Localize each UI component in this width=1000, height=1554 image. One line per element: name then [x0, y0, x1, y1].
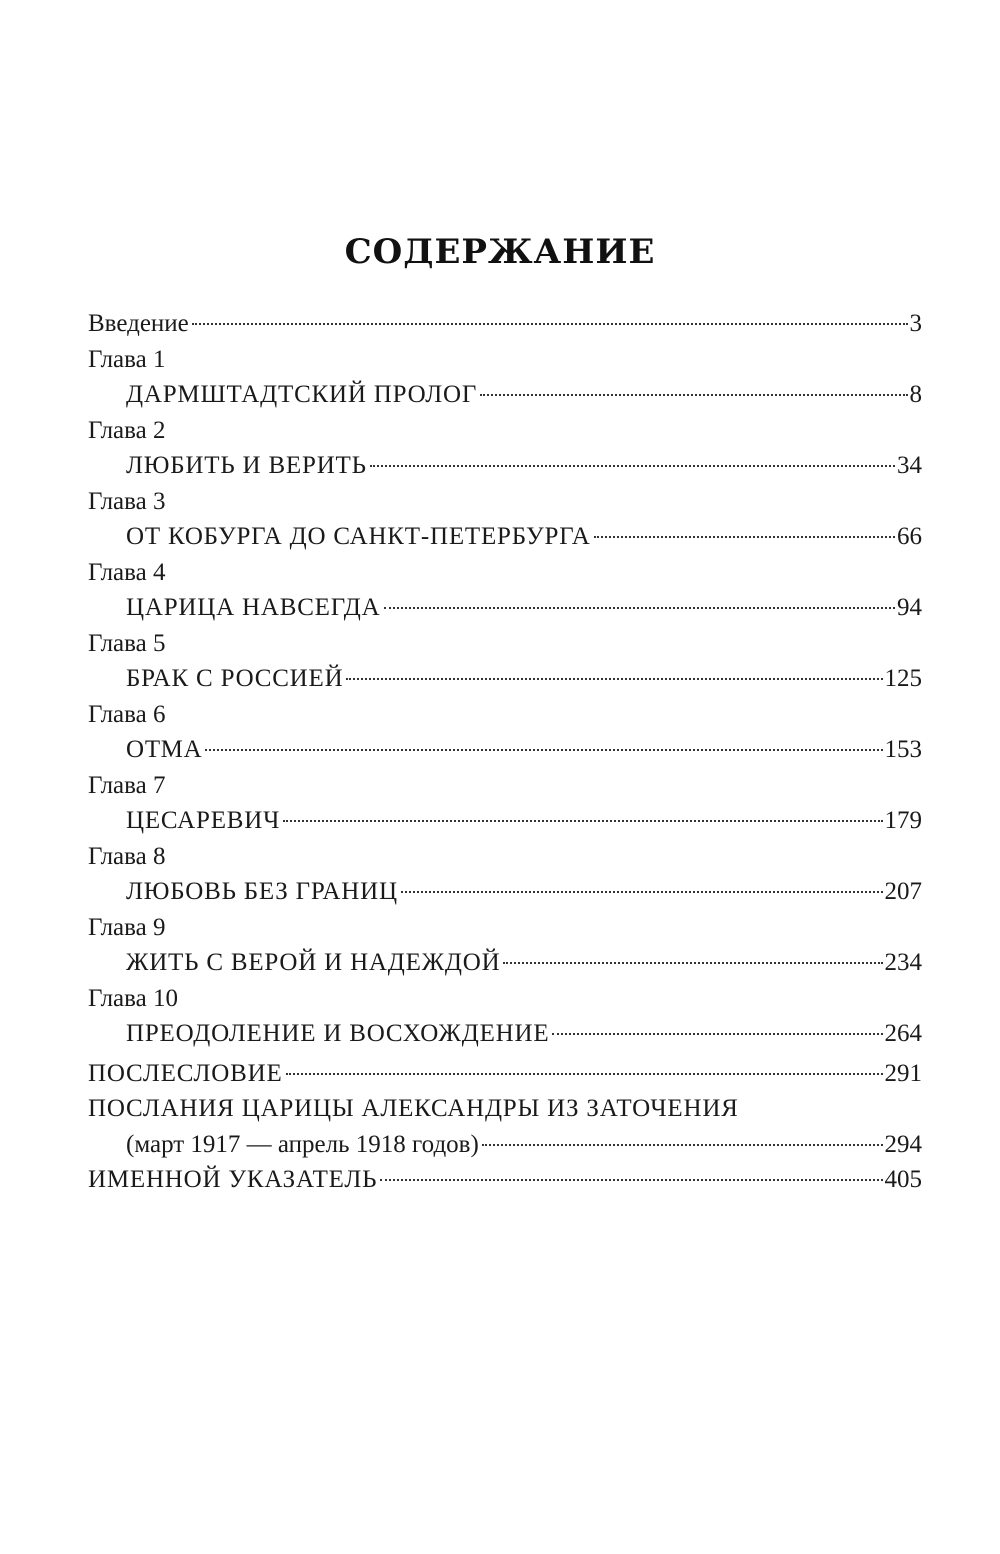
- entry-label: ЦАРИЦА НАВСЕГДА: [126, 594, 381, 621]
- toc-entry-chapter-3[interactable]: [88, 519, 922, 555]
- page-number: 34: [897, 452, 922, 479]
- dot-leader: [283, 820, 882, 822]
- dot-leader: [384, 607, 895, 609]
- toc-entry-letters[interactable]: [88, 1127, 922, 1163]
- page-number: 8: [909, 381, 922, 408]
- toc-entry-chapter-5[interactable]: [88, 661, 922, 697]
- dot-leader: [346, 678, 882, 680]
- entry-label: БРАК С РОССИЕЙ: [126, 665, 344, 692]
- page-number: 207: [884, 878, 922, 905]
- chapter-number: Глава 10: [88, 984, 178, 1012]
- page-number: 125: [884, 665, 922, 692]
- chapter-number: Глава 5: [88, 629, 166, 657]
- dot-leader: [192, 323, 908, 325]
- toc-entry-chapter-7[interactable]: [88, 803, 922, 839]
- chapter-number: Глава 3: [88, 487, 166, 515]
- page-number: 3: [909, 310, 922, 337]
- page-number: 66: [897, 523, 922, 550]
- entry-label: ЦЕСАРЕВИЧ: [126, 807, 281, 834]
- table-of-contents: [88, 306, 922, 1198]
- chapter-number: Глава 8: [88, 842, 166, 870]
- toc-entry-afterword[interactable]: [88, 1056, 922, 1092]
- dot-leader: [552, 1033, 882, 1035]
- page-number: 294: [884, 1130, 922, 1158]
- dot-leader: [370, 465, 895, 467]
- dot-leader: [480, 394, 907, 396]
- chapter-number: Глава 7: [88, 771, 166, 799]
- chapter-number: Глава 1: [88, 345, 166, 373]
- toc-entry-chapter-2[interactable]: [88, 448, 922, 484]
- toc-entry-chapter-10[interactable]: [88, 1016, 922, 1052]
- chapter-number: Глава 4: [88, 558, 166, 586]
- entry-label: ИМЕННОЙ УКАЗАТЕЛЬ: [88, 1166, 378, 1193]
- entry-label: ДАРМШТАДТСКИЙ ПРОЛОГ: [126, 381, 478, 408]
- dot-leader: [503, 962, 882, 964]
- dot-leader: [286, 1073, 883, 1075]
- dot-leader: [594, 536, 895, 538]
- toc-entry-chapter-6[interactable]: [88, 732, 922, 768]
- toc-entry-chapter-1[interactable]: [88, 377, 922, 413]
- entry-label: Введение: [88, 310, 189, 337]
- toc-entry-chapter-9[interactable]: [88, 945, 922, 981]
- toc-entry-index[interactable]: [88, 1162, 922, 1198]
- toc-entry-chapter-8[interactable]: [88, 874, 922, 910]
- page-title: СОДЕРЖАНИЕ: [344, 232, 656, 272]
- page-number: 179: [884, 807, 922, 834]
- page-number: 264: [884, 1020, 922, 1047]
- toc-entry-letters-title[interactable]: ПОСЛАНИЯ ЦАРИЦЫ АЛЕКСАНДРЫ ИЗ ЗАТОЧЕНИЯ: [88, 1095, 739, 1122]
- dot-leader: [482, 1144, 883, 1146]
- page-number: 234: [884, 949, 922, 976]
- entry-label: ПОСЛЕСЛОВИЕ: [88, 1059, 283, 1087]
- dot-leader: [380, 1179, 882, 1181]
- chapter-number: Глава 9: [88, 913, 166, 941]
- toc-entry-introduction[interactable]: [88, 306, 922, 342]
- entry-label: ЖИТЬ С ВЕРОЙ И НАДЕЖДОЙ: [126, 949, 501, 976]
- chapter-number: Глава 2: [88, 416, 166, 444]
- page-number: 405: [884, 1166, 922, 1193]
- entry-label: ОТ КОБУРГА ДО САНКТ-ПЕТЕРБУРГА: [126, 523, 591, 550]
- toc-entry-chapter-4[interactable]: [88, 590, 922, 626]
- entry-sublabel: (март 1917 — апрель 1918 годов): [126, 1130, 479, 1158]
- page-number: 291: [884, 1059, 922, 1087]
- dot-leader: [205, 749, 882, 751]
- chapter-number: Глава 6: [88, 700, 166, 728]
- entry-label: ОТМА: [126, 736, 203, 763]
- page-number: 153: [884, 736, 922, 763]
- entry-label: ЛЮБИТЬ И ВЕРИТЬ: [126, 452, 367, 479]
- dot-leader: [401, 891, 883, 893]
- entry-label: ПРЕОДОЛЕНИЕ И ВОСХОЖДЕНИЕ: [126, 1020, 550, 1047]
- page-number: 94: [897, 594, 922, 621]
- entry-label: ЛЮБОВЬ БЕЗ ГРАНИЦ: [126, 878, 398, 905]
